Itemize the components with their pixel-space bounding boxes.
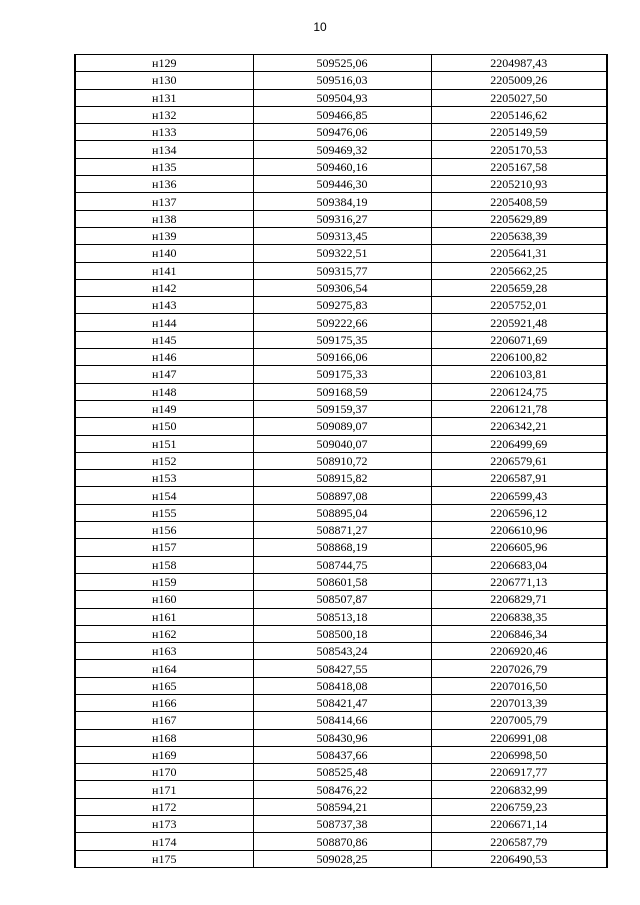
point-name-cell: н161 xyxy=(75,608,253,625)
table-row xyxy=(75,729,607,746)
y-coordinate-cell: 2206121,78 xyxy=(431,400,607,417)
x-coordinate-cell: 509516,03 xyxy=(253,72,431,89)
y-coordinate-cell: 2205641,31 xyxy=(431,245,607,262)
y-coordinate-cell: 2204987,43 xyxy=(431,55,607,72)
x-coordinate-cell: 508500,18 xyxy=(253,625,431,642)
y-coordinate-cell: 2206917,77 xyxy=(431,764,607,781)
x-coordinate-cell: 508427,55 xyxy=(253,660,431,677)
table-row xyxy=(75,694,607,711)
table-row xyxy=(75,816,607,833)
y-coordinate-cell: 2206920,46 xyxy=(431,643,607,660)
x-coordinate-cell: 508868,19 xyxy=(253,539,431,556)
table-row xyxy=(75,833,607,850)
point-name-cell: н165 xyxy=(75,677,253,694)
coordinates-table-body xyxy=(75,55,607,868)
point-name-cell: н167 xyxy=(75,712,253,729)
table-row xyxy=(75,297,607,314)
y-coordinate-cell: 2207026,79 xyxy=(431,660,607,677)
table-row xyxy=(75,504,607,521)
x-coordinate-cell: 508870,86 xyxy=(253,833,431,850)
y-coordinate-cell: 2207013,39 xyxy=(431,694,607,711)
point-name-cell: н156 xyxy=(75,522,253,539)
table-row xyxy=(75,210,607,227)
table-row xyxy=(75,712,607,729)
point-name-cell: н163 xyxy=(75,643,253,660)
point-name-cell: н160 xyxy=(75,591,253,608)
x-coordinate-cell: 509476,06 xyxy=(253,124,431,141)
x-coordinate-cell: 509166,06 xyxy=(253,349,431,366)
x-coordinate-cell: 509525,06 xyxy=(253,55,431,72)
x-coordinate-cell: 508910,72 xyxy=(253,452,431,469)
y-coordinate-cell: 2206596,12 xyxy=(431,504,607,521)
y-coordinate-cell: 2206103,81 xyxy=(431,366,607,383)
table-row xyxy=(75,400,607,417)
y-coordinate-cell: 2205009,26 xyxy=(431,72,607,89)
x-coordinate-cell: 509159,37 xyxy=(253,400,431,417)
y-coordinate-cell: 2206342,21 xyxy=(431,418,607,435)
table-row xyxy=(75,781,607,798)
y-coordinate-cell: 2205921,48 xyxy=(431,314,607,331)
point-name-cell: н143 xyxy=(75,297,253,314)
y-coordinate-cell: 2206846,34 xyxy=(431,625,607,642)
table-row xyxy=(75,660,607,677)
point-name-cell: н154 xyxy=(75,487,253,504)
point-name-cell: н153 xyxy=(75,470,253,487)
x-coordinate-cell: 509504,93 xyxy=(253,89,431,106)
point-name-cell: н162 xyxy=(75,625,253,642)
point-name-cell: н135 xyxy=(75,158,253,175)
y-coordinate-cell: 2205662,25 xyxy=(431,262,607,279)
y-coordinate-cell: 2206759,23 xyxy=(431,798,607,815)
table-row xyxy=(75,452,607,469)
y-coordinate-cell: 2205170,53 xyxy=(431,141,607,158)
y-coordinate-cell: 2207005,79 xyxy=(431,712,607,729)
y-coordinate-cell: 2205752,01 xyxy=(431,297,607,314)
x-coordinate-cell: 508414,66 xyxy=(253,712,431,729)
x-coordinate-cell: 508513,18 xyxy=(253,608,431,625)
table-row xyxy=(75,798,607,815)
point-name-cell: н136 xyxy=(75,176,253,193)
y-coordinate-cell: 2207016,50 xyxy=(431,677,607,694)
x-coordinate-cell: 508594,21 xyxy=(253,798,431,815)
table-row xyxy=(75,245,607,262)
x-coordinate-cell: 509322,51 xyxy=(253,245,431,262)
x-coordinate-cell: 508437,66 xyxy=(253,746,431,763)
point-name-cell: н158 xyxy=(75,556,253,573)
point-name-cell: н134 xyxy=(75,141,253,158)
y-coordinate-cell: 2206579,61 xyxy=(431,452,607,469)
table-row xyxy=(75,573,607,590)
point-name-cell: н173 xyxy=(75,816,253,833)
y-coordinate-cell: 2206124,75 xyxy=(431,383,607,400)
table-row xyxy=(75,643,607,660)
y-coordinate-cell: 2205146,62 xyxy=(431,106,607,123)
table-row xyxy=(75,262,607,279)
x-coordinate-cell: 508744,75 xyxy=(253,556,431,573)
y-coordinate-cell: 2205167,58 xyxy=(431,158,607,175)
point-name-cell: н146 xyxy=(75,349,253,366)
table-row xyxy=(75,141,607,158)
table-row xyxy=(75,314,607,331)
point-name-cell: н147 xyxy=(75,366,253,383)
x-coordinate-cell: 509040,07 xyxy=(253,435,431,452)
x-coordinate-cell: 509089,07 xyxy=(253,418,431,435)
table-row xyxy=(75,158,607,175)
table-row xyxy=(75,227,607,244)
point-name-cell: н145 xyxy=(75,331,253,348)
table-row xyxy=(75,176,607,193)
x-coordinate-cell: 509460,16 xyxy=(253,158,431,175)
x-coordinate-cell: 509222,66 xyxy=(253,314,431,331)
table-row xyxy=(75,72,607,89)
y-coordinate-cell: 2206998,50 xyxy=(431,746,607,763)
y-coordinate-cell: 2205629,89 xyxy=(431,210,607,227)
y-coordinate-cell: 2206838,35 xyxy=(431,608,607,625)
point-name-cell: н172 xyxy=(75,798,253,815)
point-name-cell: н130 xyxy=(75,72,253,89)
y-coordinate-cell: 2205638,39 xyxy=(431,227,607,244)
x-coordinate-cell: 509275,83 xyxy=(253,297,431,314)
table-row xyxy=(75,764,607,781)
table-row xyxy=(75,539,607,556)
y-coordinate-cell: 2206683,04 xyxy=(431,556,607,573)
point-name-cell: н129 xyxy=(75,55,253,72)
table-row xyxy=(75,608,607,625)
y-coordinate-cell: 2206599,43 xyxy=(431,487,607,504)
x-coordinate-cell: 509316,27 xyxy=(253,210,431,227)
table-row xyxy=(75,349,607,366)
table-row xyxy=(75,487,607,504)
x-coordinate-cell: 508871,27 xyxy=(253,522,431,539)
y-coordinate-cell: 2206071,69 xyxy=(431,331,607,348)
x-coordinate-cell: 509446,30 xyxy=(253,176,431,193)
table-row xyxy=(75,850,607,867)
point-name-cell: н157 xyxy=(75,539,253,556)
point-name-cell: н168 xyxy=(75,729,253,746)
table-row xyxy=(75,435,607,452)
point-name-cell: н133 xyxy=(75,124,253,141)
y-coordinate-cell: 2206771,13 xyxy=(431,573,607,590)
point-name-cell: н137 xyxy=(75,193,253,210)
y-coordinate-cell: 2206991,08 xyxy=(431,729,607,746)
table-row xyxy=(75,625,607,642)
x-coordinate-cell: 508421,47 xyxy=(253,694,431,711)
point-name-cell: н169 xyxy=(75,746,253,763)
point-name-cell: н132 xyxy=(75,106,253,123)
x-coordinate-cell: 509306,54 xyxy=(253,279,431,296)
y-coordinate-cell: 2205408,59 xyxy=(431,193,607,210)
table-row xyxy=(75,677,607,694)
y-coordinate-cell: 2206499,69 xyxy=(431,435,607,452)
x-coordinate-cell: 508543,24 xyxy=(253,643,431,660)
x-coordinate-cell: 509313,45 xyxy=(253,227,431,244)
x-coordinate-cell: 508430,96 xyxy=(253,729,431,746)
point-name-cell: н144 xyxy=(75,314,253,331)
x-coordinate-cell: 509028,25 xyxy=(253,850,431,867)
table-row xyxy=(75,331,607,348)
coordinates-table xyxy=(74,54,608,868)
x-coordinate-cell: 508915,82 xyxy=(253,470,431,487)
point-name-cell: н175 xyxy=(75,850,253,867)
table-row xyxy=(75,279,607,296)
x-coordinate-cell: 509168,59 xyxy=(253,383,431,400)
y-coordinate-cell: 2206671,14 xyxy=(431,816,607,833)
point-name-cell: н149 xyxy=(75,400,253,417)
y-coordinate-cell: 2205210,93 xyxy=(431,176,607,193)
table-row xyxy=(75,418,607,435)
page-number: 10 xyxy=(313,20,327,34)
table-row xyxy=(75,366,607,383)
point-name-cell: н171 xyxy=(75,781,253,798)
table-row xyxy=(75,556,607,573)
y-coordinate-cell: 2206490,53 xyxy=(431,850,607,867)
y-coordinate-cell: 2206587,91 xyxy=(431,470,607,487)
y-coordinate-cell: 2206587,79 xyxy=(431,833,607,850)
x-coordinate-cell: 509384,19 xyxy=(253,193,431,210)
x-coordinate-cell: 509175,33 xyxy=(253,366,431,383)
x-coordinate-cell: 509469,32 xyxy=(253,141,431,158)
x-coordinate-cell: 509466,85 xyxy=(253,106,431,123)
y-coordinate-cell: 2205659,28 xyxy=(431,279,607,296)
point-name-cell: н139 xyxy=(75,227,253,244)
point-name-cell: н164 xyxy=(75,660,253,677)
point-name-cell: н155 xyxy=(75,504,253,521)
point-name-cell: н138 xyxy=(75,210,253,227)
point-name-cell: н142 xyxy=(75,279,253,296)
x-coordinate-cell: 508737,38 xyxy=(253,816,431,833)
x-coordinate-cell: 508525,48 xyxy=(253,764,431,781)
point-name-cell: н140 xyxy=(75,245,253,262)
point-name-cell: н170 xyxy=(75,764,253,781)
table-row xyxy=(75,193,607,210)
table-row xyxy=(75,89,607,106)
y-coordinate-cell: 2206610,96 xyxy=(431,522,607,539)
point-name-cell: н141 xyxy=(75,262,253,279)
table-row xyxy=(75,383,607,400)
point-name-cell: н166 xyxy=(75,694,253,711)
point-name-cell: н159 xyxy=(75,573,253,590)
point-name-cell: н152 xyxy=(75,452,253,469)
x-coordinate-cell: 508601,58 xyxy=(253,573,431,590)
y-coordinate-cell: 2205149,59 xyxy=(431,124,607,141)
table-row xyxy=(75,746,607,763)
x-coordinate-cell: 508476,22 xyxy=(253,781,431,798)
y-coordinate-cell: 2206605,96 xyxy=(431,539,607,556)
x-coordinate-cell: 508897,08 xyxy=(253,487,431,504)
table-row xyxy=(75,591,607,608)
table-row xyxy=(75,106,607,123)
point-name-cell: н150 xyxy=(75,418,253,435)
y-coordinate-cell: 2205027,50 xyxy=(431,89,607,106)
point-name-cell: н151 xyxy=(75,435,253,452)
x-coordinate-cell: 508418,08 xyxy=(253,677,431,694)
point-name-cell: н174 xyxy=(75,833,253,850)
x-coordinate-cell: 508507,87 xyxy=(253,591,431,608)
y-coordinate-cell: 2206832,99 xyxy=(431,781,607,798)
x-coordinate-cell: 508895,04 xyxy=(253,504,431,521)
y-coordinate-cell: 2206829,71 xyxy=(431,591,607,608)
table-row xyxy=(75,470,607,487)
x-coordinate-cell: 509315,77 xyxy=(253,262,431,279)
y-coordinate-cell: 2206100,82 xyxy=(431,349,607,366)
table-row xyxy=(75,522,607,539)
x-coordinate-cell: 509175,35 xyxy=(253,331,431,348)
table-row xyxy=(75,124,607,141)
point-name-cell: н148 xyxy=(75,383,253,400)
point-name-cell: н131 xyxy=(75,89,253,106)
table-row xyxy=(75,55,607,72)
